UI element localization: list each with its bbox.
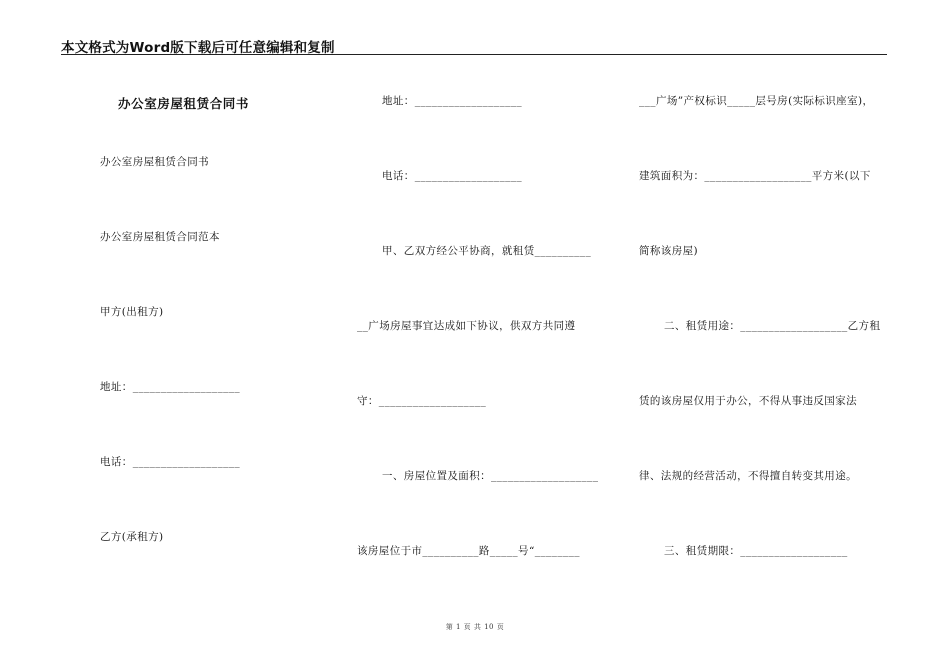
middle-line: 地址：___________________ [382, 95, 523, 107]
middle-line: 该房屋位于市__________路_____号“________ [357, 545, 580, 557]
right-line: 赁的该房屋仅用于办公，不得从事违反国家法 [639, 395, 857, 407]
page-number: 第 1 页 共 10 页 [445, 623, 505, 631]
middle-line: __广场房屋事宜达成如下协议，供双方共同遵 [357, 320, 576, 332]
middle-line: 守：___________________ [357, 395, 487, 407]
right-line: 简称该房屋) [639, 245, 698, 257]
left-line: 电话：___________________ [100, 456, 241, 468]
document-header [61, 34, 887, 55]
right-line: 三、租赁期限：___________________ [664, 545, 848, 557]
left-line: 甲方(出租方) [100, 306, 164, 318]
right-line: 律、法规的经营活动，不得擅自转变其用途。 [639, 470, 857, 482]
right-line: ___广场”产权标识_____层号房(实际标识座室)， [639, 95, 874, 107]
middle-line: 电话：___________________ [382, 170, 523, 182]
left-line: 乙方(承租方) [100, 531, 164, 543]
middle-line: 甲、乙双方经公平协商，就租赁__________ [382, 245, 592, 257]
right-line: 二、租赁用途：___________________乙方租 [664, 320, 881, 332]
right-line: 建筑面积为：___________________平方米(以下 [639, 170, 871, 182]
header-text: 本文格式为Word版下载后可任意编辑和复制 [61, 40, 335, 56]
middle-line: 一、房屋位置及面积：___________________ [382, 470, 599, 482]
left-line: 办公室房屋租赁合同范本 [100, 231, 220, 243]
left-line: 办公室房屋租赁合同书 [100, 156, 209, 168]
document-title: 办公室房屋租赁合同书 [118, 96, 250, 111]
left-line: 地址：___________________ [100, 381, 241, 393]
